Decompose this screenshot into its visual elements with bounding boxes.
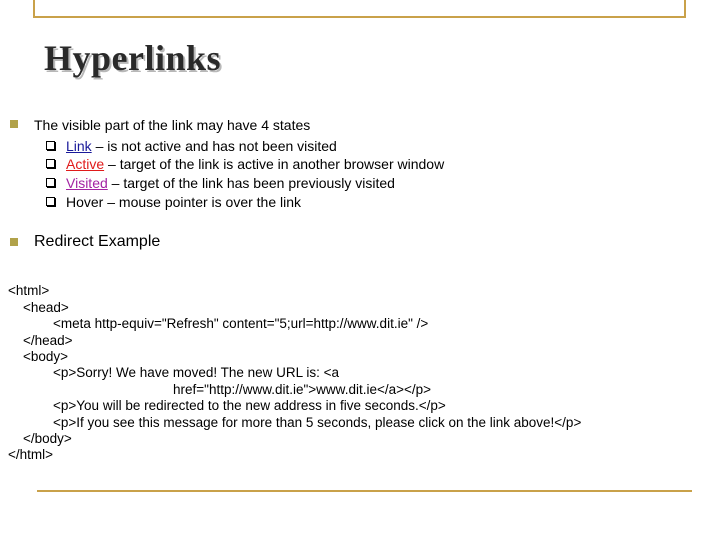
square-bullet-icon bbox=[10, 120, 18, 128]
intro-text: The visible part of the link may have 4 states bbox=[34, 117, 311, 133]
square-bullet-icon bbox=[10, 238, 18, 246]
active-state-term[interactable]: Active bbox=[66, 156, 105, 172]
code-line: <p>Sorry! We have moved! The new URL is: <a bbox=[8, 365, 340, 381]
code-line: <body> bbox=[8, 349, 69, 365]
state-text: Link – is not active and has not been visited bbox=[66, 138, 337, 154]
code-line: <p>You will be redirected to the new address in five seconds.</p> bbox=[8, 398, 446, 414]
code-line: <html> bbox=[8, 283, 50, 299]
code-line: </head> bbox=[8, 332, 73, 348]
top-left-rule-tick bbox=[33, 0, 35, 16]
code-line: href="http://www.dit.ie">www.dit.ie</a></p> bbox=[8, 381, 432, 397]
code-block bbox=[8, 267, 581, 480]
hover-state-term: Hover bbox=[66, 194, 104, 210]
hollow-square-bullet-icon bbox=[46, 141, 55, 150]
state-text: Active – target of the link is active in another browser window bbox=[66, 156, 445, 172]
state-text: Hover – mouse pointer is over the link bbox=[66, 194, 302, 210]
redirect-heading: Redirect Example bbox=[34, 233, 161, 250]
code-line: <head> bbox=[8, 299, 69, 315]
code-line: <meta http-equiv="Refresh" content="5;url=http://www.dit.ie" /> bbox=[8, 316, 429, 332]
code-line: </body> bbox=[8, 431, 72, 447]
state-text: Visited – target of the link has been previously visited bbox=[66, 175, 395, 191]
hollow-square-bullet-icon bbox=[46, 159, 55, 168]
top-right-rule-tick bbox=[684, 0, 686, 16]
bottom-rule bbox=[37, 490, 692, 492]
hollow-square-bullet-icon bbox=[46, 178, 55, 187]
link-state-term[interactable]: Link bbox=[66, 138, 92, 154]
code-line: </html> bbox=[8, 447, 54, 463]
code-line: <p>If you see this message for more than 5 seconds, please click on the link above!</p> bbox=[8, 414, 582, 430]
slide-title: Hyperlinks bbox=[44, 38, 222, 78]
visited-state-term[interactable]: Visited bbox=[66, 175, 108, 191]
top-rule bbox=[33, 16, 686, 18]
hollow-square-bullet-icon bbox=[46, 197, 55, 206]
